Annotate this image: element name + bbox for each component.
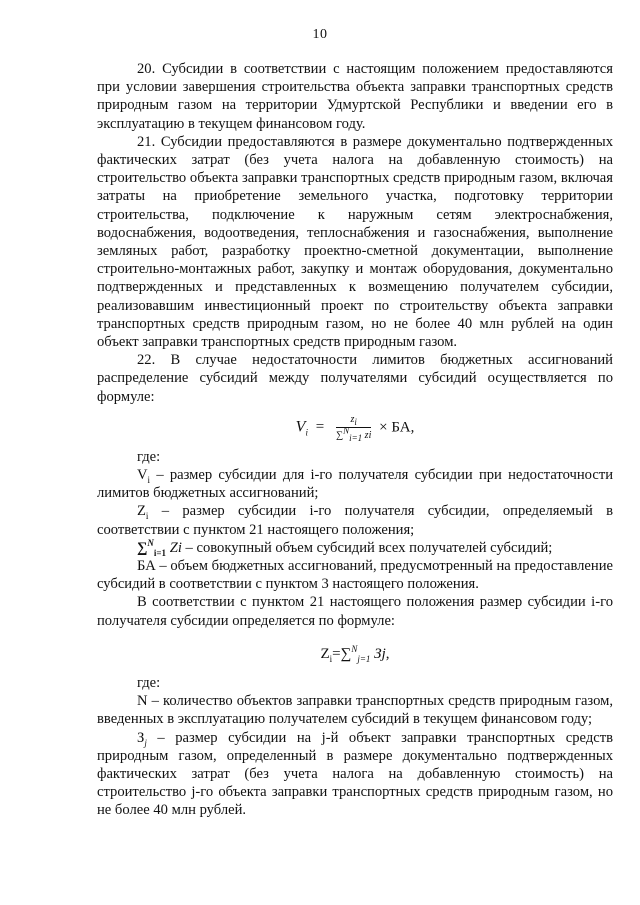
paragraph-21: 21. Субсидии предоставляются в размере документально подтвержденных фактических затрат (без учета налога на добавленную стоимость) на строительство объекта заправки транспортных средств природным газом, включая затраты на приобретение земельного участка, подготовку территории строительства, подключение к наружным сетям электроснабжения, водоснабжения, водоотведения, теплоснабжения и газоснабжения, выполнение земляных работ, разработку проектно-сметной документации, выполнение строительно-монтажных работ, закупку и монтаж оборудования, документально подтвержденных и представленных к возмещению получателем субсидии, реализовавшим инвестиционный проект по строительству объекта заправки транспортных средств природным газом, но не более 40 млн рублей на один объект заправки транспортных средств природным газом. [97,133,613,351]
formula-times-ba: × БА, [379,419,415,436]
def-sum-zi: Zi [169,539,182,556]
where-label-2: где: [137,674,161,691]
formula-distribution [97,414,613,442]
document-body [97,60,613,820]
formula2-three-j: Зj [374,645,386,662]
formula-v-subscript: i [305,427,308,438]
paragraph-in-accordance: В соответствии с пунктом 21 настоящего положения размер субсидии i-го получателя субсидии определяется по формуле: [97,594,613,629]
def-sum-text: – совокупный объем субсидий всех получателей субсидий; [185,539,553,556]
fraction-denominator: ∑$^N_{i=1}$ zi [335,425,372,443]
paragraph-22: 22. В случае недостаточности лимитов бюджетных ассигнований распределение субсидий между получателями субсидий осуществляется по формуле: [97,352,613,405]
definition-z [97,502,613,538]
formula-fraction [336,414,371,442]
formula2-equals: = [332,645,341,662]
definition-n: N – количество объектов заправки транспортных средств природным газом, введенных в эксплуатацию получателем субсидий в текущем финансовом году; [97,693,613,728]
formula2-sum: ∑$^N_{j=1}$ [340,643,371,664]
def-3j-text: – размер субсидии на j-й объект заправки транспортных средств природным газом, определенный в размере документально подтвержденных фактических затрат (без учета налога на добавленную стоимость) на строительство j-го объекта заправки транспортных средств природным газом, но не более 40 млн рублей. [97,729,614,819]
def-z-symbol: $Z_i$ [137,503,149,522]
formula-equals: = [315,419,325,436]
def-z-text: – размер субсидии i-го получателя субсидии, определяемый в соответствии с пунктом 21 настоящего положения; [97,503,613,538]
fraction-numerator: $z_i$ [336,414,371,428]
formula-subsidy [97,644,613,664]
paragraph-20: 20. Субсидии в соответствии с настоящим положением предоставляются при условии завершения строительства объекта заправки транспортных средств природным газом на территории Удмуртской Республики и введении его в эксплуатацию в текущем финансовом году. [97,61,613,132]
formula2-comma: , [385,645,390,662]
formula2-z: $Z_i$ [320,645,333,664]
definition-sum [97,539,613,557]
formula-v-symbol: V [295,418,306,436]
def-sum-symbol: ∑$^N_{i=1}$ [137,538,167,558]
where-label-1: где: [137,448,161,465]
def-v-symbol: $V_i$ [137,467,151,485]
def-v-text: – размер субсидии для i-го получателя субсидии при недостаточности лимитов бюджетных ассигнований; [97,467,614,502]
definition-3j [97,729,613,820]
definition-ba: БА – объем бюджетных ассигнований, предусмотренный на предоставление субсидий в соответствии с пунктом 3 настоящего положения. [97,558,613,593]
definition-v [97,466,613,502]
def-3j-symbol: $З_j$ [137,729,147,748]
page-number: 10 [312,27,328,42]
